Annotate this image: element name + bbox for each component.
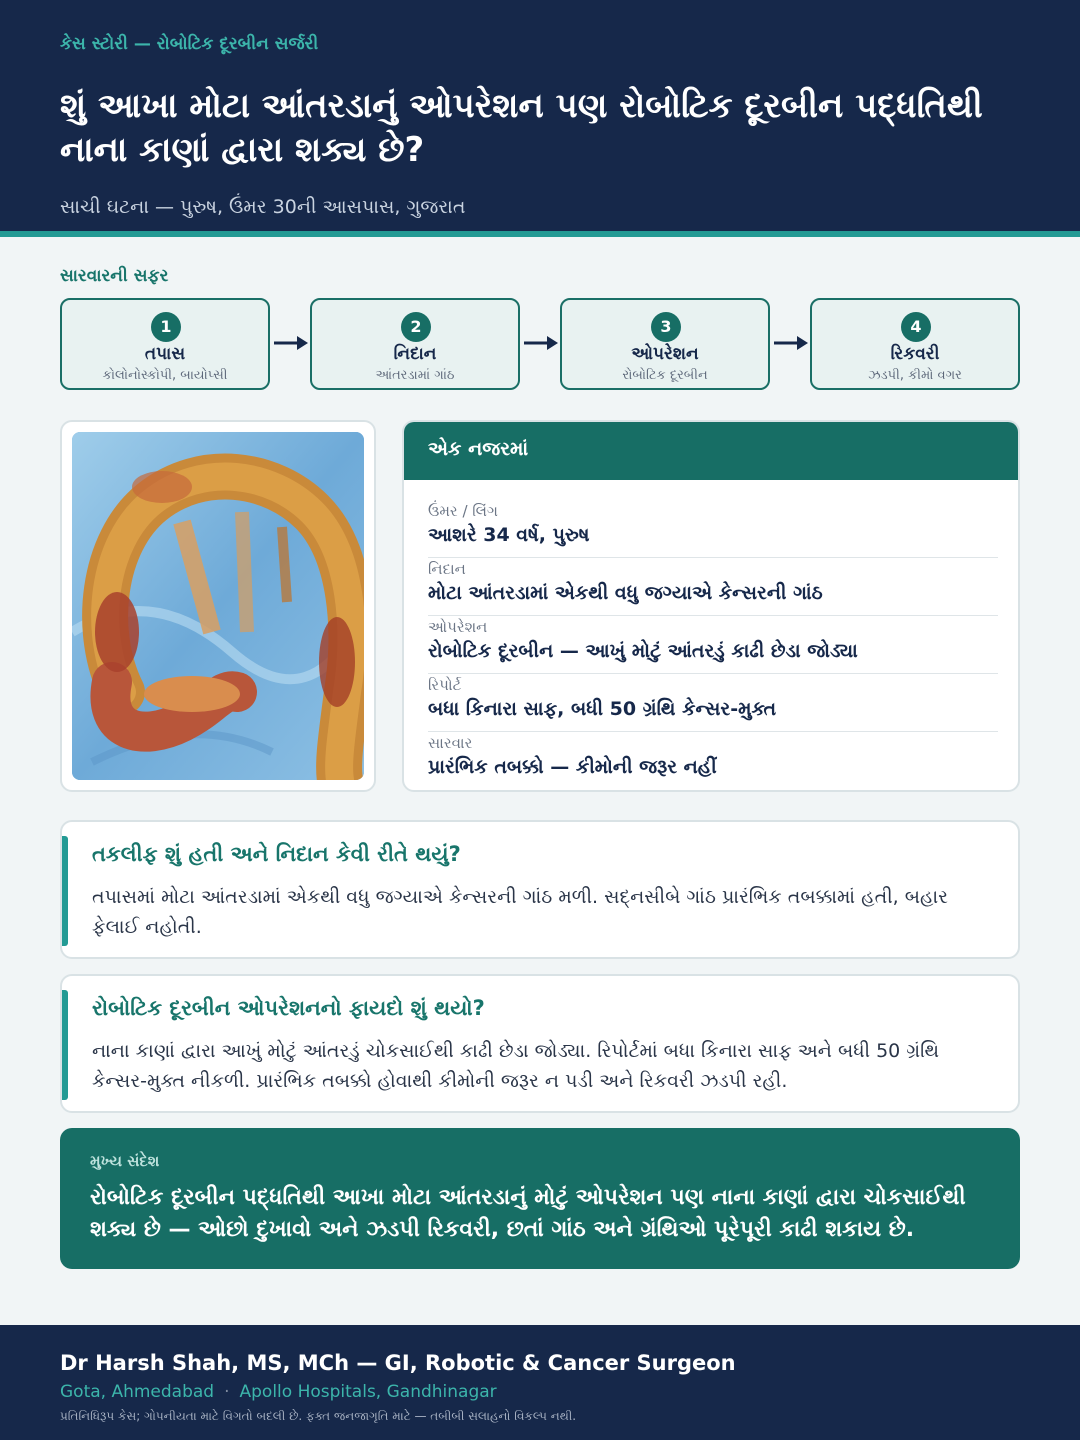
key-message-box: [60, 1128, 1020, 1269]
question-answer: તપાસમાં મોટા આંતરડામાં એકથી વધુ જગ્યાએ કેન્સરની ગાંઠ મળી. સદ્નસીબે ગાંઠ પ્રારંભિક તબક્કામાં હતી, બહાર ફેલાઈ નહોતી.: [92, 886, 948, 938]
journey-steps: [60, 298, 1020, 390]
key-message-text: રોબોટિક દૂરબીન પદ્ધતિથી આખા મોટા આંતરડાનું મોટું ઓપરેશન પણ નાના કાણાં દ્વારા ચોકસાઈથી શક્ય છે — ઓછો દુખાવો અને ઝડપી રિકવરી, છતાં ગાંઠ અને ગ્રંથિઓ પૂરેપૂરી કાઢી શકાય છે.: [90, 1185, 966, 1242]
step-number: 4: [901, 312, 931, 342]
step-subtitle: કોલોનોસ્કોપી, બાયોપ્સી: [102, 368, 228, 383]
fact-row: [428, 500, 998, 558]
surgical-specimen-photo: [72, 432, 364, 780]
fact-row: [428, 616, 998, 674]
step-number: 2: [401, 312, 431, 342]
fact-label: ઉંમર / લિંગ: [428, 502, 498, 520]
fact-value: પ્રારંભિક તબક્કો — કીમોની જરૂર નહીં: [428, 756, 717, 778]
step-number: 1: [151, 312, 181, 342]
step-subtitle: રોબોટિક દૂરબીન: [622, 368, 708, 383]
key-message-label: મુખ્ય સંદેશ: [90, 1152, 160, 1170]
doctor-locations: [60, 1382, 497, 1402]
fact-row: [428, 732, 998, 790]
fact-label: સારવાર: [428, 734, 473, 752]
specimen-photo-card: [60, 420, 376, 792]
question-card-benefit: [60, 974, 1020, 1113]
journey-step-3: [560, 298, 770, 390]
footer: [0, 1325, 1080, 1440]
fact-value: મોટા આંતરડામાં એકથી વધુ જગ્યાએ કેન્સરની ગાંઠ: [428, 582, 823, 604]
step-title: તપાસ: [144, 344, 186, 364]
fact-list: [428, 500, 998, 790]
journey-step-4: [810, 298, 1020, 390]
step-title: નિદાન: [393, 344, 437, 364]
journey-label: સારવારની સફર: [60, 266, 169, 286]
accent-bar: [62, 990, 68, 1100]
doctor-name: Dr Harsh Shah, MS, MCh — GI, Robotic & Cancer Surgeon: [60, 1351, 736, 1375]
accent-bar: [62, 836, 68, 946]
fact-row: [428, 558, 998, 616]
location-separator: ·: [224, 1382, 230, 1402]
specimen-illustration: [72, 432, 364, 780]
at-a-glance-card: [402, 420, 1020, 792]
question-card-diagnosis: [60, 820, 1020, 959]
fact-row: [428, 674, 998, 732]
question-title: તકલીફ શું હતી અને નિદાન કેવી રીતે થયું?: [92, 842, 461, 866]
step-subtitle: ઝડપી, કીમો વગર: [868, 368, 962, 383]
step-subtitle: આંતરડામાં ગાંઠ: [375, 368, 455, 383]
location-primary: Gota, Ahmedabad: [60, 1382, 215, 1402]
fact-label: રિપોર્ટ: [428, 676, 462, 694]
arrow-right-icon: [523, 334, 559, 352]
step-title: રિકવરી: [890, 344, 940, 364]
journey-step-1: [60, 298, 270, 390]
fact-value: આશરે 34 વર્ષ, પુરુષ: [428, 524, 590, 546]
page-title: શું આખા મોટા આંતરડાનું ઓપરેશન પણ રોબોટિક દૂરબીન પદ્ધતિથી નાના કાણાં દ્વારા શક્ય છે?: [60, 86, 983, 170]
question-answer: નાના કાણાં દ્વારા આખું મોટું આંતરડું ચોકસાઈથી કાઢી છેડા જોડ્યા. રિપોર્ટમાં બધા કિનારા સાફ અને બધી 50 ગ્રંથિ કેન્સર-મુક્ત નીકળી. પ્રારંભિક તબક્કો હોવાથી કીમોની જરૂર ન પડી અને રિકવરી ઝડપી રહી.: [92, 1040, 940, 1092]
journey-step-2: [310, 298, 520, 390]
disclaimer: પ્રતિનિધિરૂપ કેસ; ગોપનીયતા માટે વિગતો બદલી છે. ફક્ત જનજાગૃતિ માટે — તબીબી સલાહનો વિકલ્પ નથી.: [60, 1409, 577, 1423]
arrow-right-icon: [273, 334, 309, 352]
step-title: ઓપરેશન: [631, 344, 699, 364]
fact-value: બધા કિનારા સાફ, બધી 50 ગ્રંથિ કેન્સર-મુક્ત: [428, 698, 777, 720]
step-number: 3: [651, 312, 681, 342]
question-title: રોબોટિક દૂરબીન ઓપરેશનનો ફાયદો શું થયો?: [92, 996, 485, 1020]
glance-heading: એક નજરમાં: [404, 422, 1020, 480]
location-secondary: Apollo Hospitals, Gandhinagar: [239, 1382, 497, 1402]
fact-label: ઓપરેશન: [428, 618, 488, 636]
fact-value: રોબોટિક દૂરબીન — આખું મોટું આંતરડું કાઢી છેડા જોડ્યા: [428, 640, 858, 662]
arrow-right-icon: [773, 334, 809, 352]
fact-label: નિદાન: [428, 560, 466, 578]
page-subtitle: સાચી ઘટના — પુરુષ, ઉંમર 30ની આસપાસ, ગુજરાત: [60, 196, 466, 218]
header-banner: [0, 0, 1080, 237]
case-story-kicker: કેસ સ્ટોરી — રોબોટિક દૂરબીન સર્જરી: [60, 34, 319, 54]
